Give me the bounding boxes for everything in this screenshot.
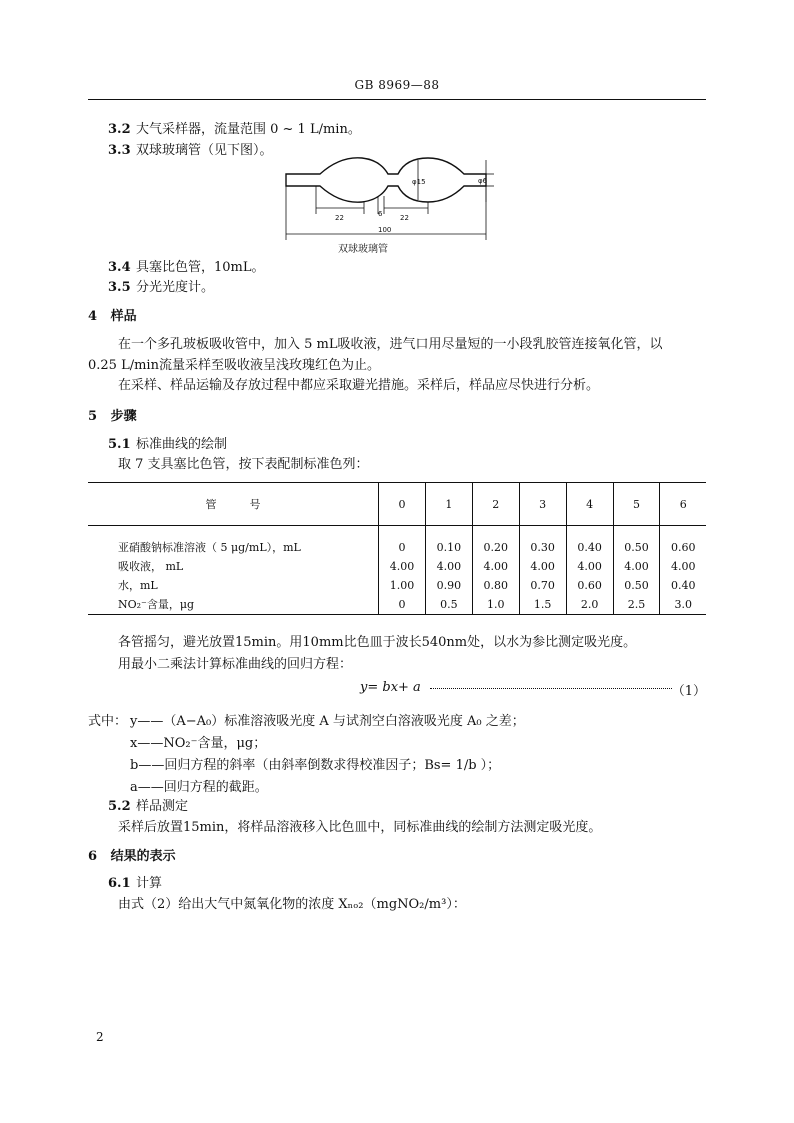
table-col-header: 3 [519,483,566,526]
table-col-header: 6 [660,483,706,526]
page-number: 2 [96,1030,104,1044]
table-col-header: 4 [566,483,613,526]
section-6-heading: 6 结果的表示 [88,849,176,864]
double-ball-tube-figure [280,152,500,260]
item-3-4: 3.4 具塞比色管，10mL。 [108,260,265,275]
section-5-1-intro: 取 7 支具塞比色管，按下表配制标准色列： [118,457,369,472]
section-4-para-1b: 0.25 L/min流量采样至吸收液呈浅玫瑰红色为止。 [88,358,380,373]
item-3-2: 3.2 大气采样器，流量范围 0 ~ 1 L/min。 [108,122,361,137]
section-5-heading: 5 步骤 [88,409,137,424]
table-cell-col-0: 0 4.00 1.00 0 [379,526,426,615]
where-label: 式中： [88,714,128,729]
table-col-header: 2 [472,483,519,526]
page-header: GB 8969—88 [354,78,440,92]
section-6-1-heading: 6.1 计算 [108,876,163,891]
table-cell-col-3: 0.30 4.00 0.70 1.5 [519,526,566,615]
section-4-para-1a: 在一个多孔玻板吸收管中，加入 5 mL吸收液，进气口用尽量短的一小段乳胶管连接氧化管，以 [118,337,663,352]
def-a: a——回归方程的截距。 [130,780,268,795]
dim-ball-label: φ15 [412,178,426,186]
section-4-heading: 4 样品 [88,309,137,324]
header-rule [88,99,706,100]
table-cell-col-5: 0.50 4.00 0.50 2.5 [613,526,660,615]
dim-gap-label: 6 [378,210,383,218]
table-col-header: 1 [425,483,472,526]
dim-left-label: 22 [335,214,344,222]
standard-series-table [88,482,706,615]
section-5-2-heading: 5.2 样品测定 [108,799,189,814]
table-col-header: 0 [379,483,426,526]
dim-total-label: 100 [378,226,392,234]
item-3-3: 3.3 双球玻璃管（见下图）。 [108,143,273,158]
section-5-2-text: 采样后放置15min，将样品溶液移入比色皿中，同标准曲线的绘制方法测定吸光度。 [118,820,602,835]
table-cell-col-6: 0.60 4.00 0.40 3.0 [660,526,706,615]
dim-tube-label: φ6 [478,177,488,185]
table-col-header: 5 [613,483,660,526]
def-x: x——NO₂⁻含量，μg； [130,736,267,751]
section-5-1-after-1: 各管摇匀，避光放置15min。用10mm比色皿于波长540nm处，以水为参比测定吸光度。 [118,635,637,650]
regression-formula: y= bx+ a （1） [360,680,706,699]
table-header-label: 管 号 [88,483,379,526]
table-row [88,526,706,615]
def-y: y——（A−A₀）标准溶液吸光度 A 与试剂空白溶液吸光度 A₀ 之差； [130,714,525,729]
item-3-5: 3.5 分光光度计。 [108,280,215,295]
formula-leader-dots [430,688,672,689]
dim-right-label: 22 [400,214,409,222]
def-b: b——回归方程的斜率（由斜率倒数求得校准因子；Bs= 1/b ）； [130,758,501,773]
figure-caption: 双球玻璃管 [338,244,388,255]
table-row-labels: 亚硝酸钠标准溶液（ 5 μg/mL），mL 吸收液， mL 水，mL NO₂⁻含量，μg [88,526,379,615]
section-5-1-heading: 5.1 标准曲线的绘制 [108,437,228,452]
table-cell-col-2: 0.20 4.00 0.80 1.0 [472,526,519,615]
section-4-para-2: 在采样、样品运输及存放过程中都应采取避光措施。采样后，样品应尽快进行分析。 [118,378,600,393]
table-cell-col-4: 0.40 4.00 0.60 2.0 [566,526,613,615]
table-cell-col-1: 0.10 4.00 0.90 0.5 [425,526,472,615]
section-6-1-text: 由式（2）给出大气中氮氧化物的浓度 Xₙₒ₂（mgNO₂/m³）： [118,897,466,912]
section-5-1-after-2: 用最小二乘法计算标准曲线的回归方程： [118,657,353,672]
